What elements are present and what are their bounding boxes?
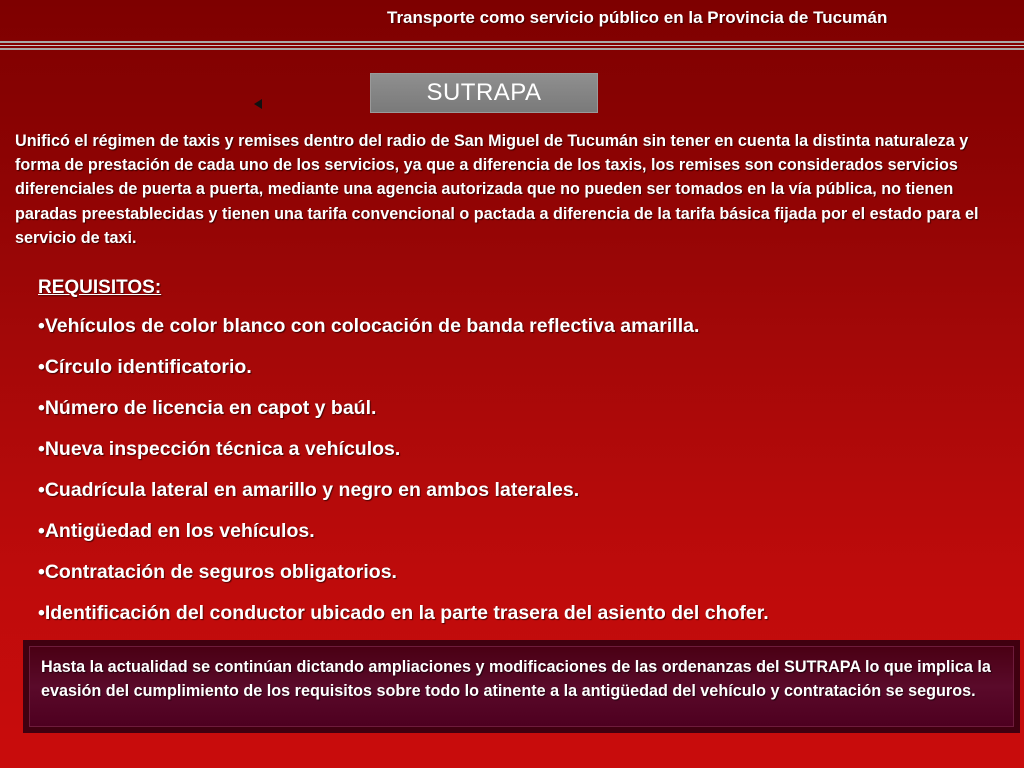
requirement-text: Contratación de seguros obligatorios. — [44, 561, 397, 583]
bullet-icon: • — [38, 438, 45, 460]
requirement-item — [38, 429, 1008, 470]
bullet-icon: • — [38, 602, 45, 624]
header-title: Transporte como servicio público en la Provincia de Tucumán — [387, 8, 888, 27]
bullet-icon: • — [38, 520, 45, 542]
requirement-text: Círculo identificatorio. — [44, 356, 252, 378]
requirements-list — [38, 277, 1008, 634]
header-divider-top — [0, 41, 1024, 43]
requirement-text: Número de licencia en capot y baúl. — [44, 397, 377, 419]
requirement-text: Identificación del conductor ubicado en la parte trasera del asiento del chofer. — [44, 602, 769, 624]
requirement-item — [38, 552, 1008, 593]
bullet-icon: • — [38, 397, 45, 419]
note-box — [23, 640, 1020, 733]
bullet-icon: • — [38, 315, 45, 337]
requirement-item — [38, 306, 1008, 347]
header-divider-bottom — [0, 48, 1024, 50]
intro-paragraph: Unificó el régimen de taxis y remises dentro del radio de San Miguel de Tucumán sin tener en cuenta la distinta naturaleza y forma de prestación de cada uno de los servicios, ya que a diferencia de los taxis, los remises son considerados servicios diferenciales de puerta a puerta, mediante una agencia autorizada que no pueden ser tomados en la vía pública, no tienen paradas preestablecidas y tienen una tarifa convencional o pactada a diferencia de la tarifa básica fijada por el estado para el servicio de taxi. — [15, 132, 979, 247]
slide-title-box — [370, 73, 598, 113]
requirement-item — [38, 347, 1008, 388]
requirement-item — [38, 470, 1008, 511]
cursor-pointer-icon — [254, 99, 262, 109]
bullet-icon: • — [38, 561, 45, 583]
requirements-heading: REQUISITOS: — [38, 277, 162, 298]
requirement-text: Nueva inspección técnica a vehículos. — [44, 438, 401, 460]
note-box-inner — [29, 646, 1014, 727]
requirement-item — [38, 511, 1008, 552]
requirement-text: Cuadrícula lateral en amarillo y negro en ambos laterales. — [44, 479, 580, 501]
requirement-text: Vehículos de color blanco con colocación de banda reflectiva amarilla. — [44, 315, 700, 337]
bullet-icon: • — [38, 479, 45, 501]
requirement-item — [38, 593, 1008, 634]
header-divider-middle — [0, 45, 1024, 46]
note-text: Hasta la actualidad se continúan dictando ampliaciones y modificaciones de las ordenanzas del SUTRAPA lo que implica la evasión del cumplimiento de los requisitos sobre todo lo atinente a la antigüedad del vehículo y contratación se seguros. — [41, 658, 991, 700]
bullet-icon: • — [38, 356, 45, 378]
slide-title: SUTRAPA — [426, 79, 542, 106]
requirement-text: Antigüedad en los vehículos. — [44, 520, 315, 542]
requirement-item — [38, 388, 1008, 429]
